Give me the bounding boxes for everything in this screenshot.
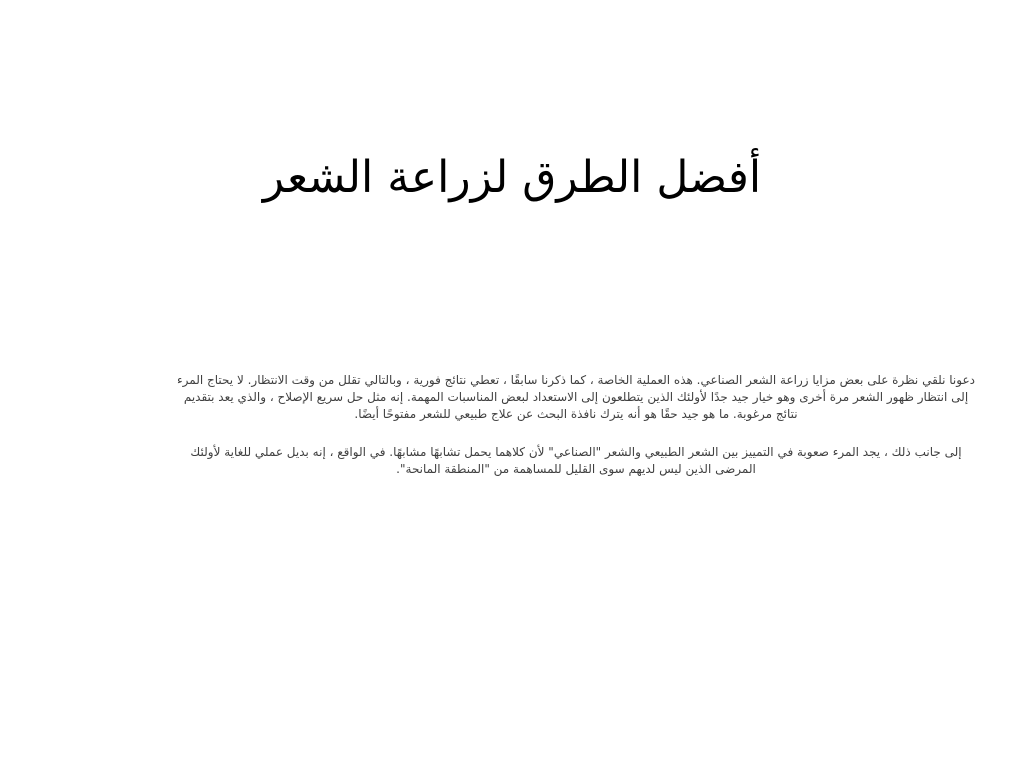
- body-paragraph-2: إلى جانب ذلك ، يجد المرء صعوبة في التمييز بين الشعر الطبيعي والشعر "الصناعي" لأن كلاهما يحمل تشابهًا مشابهًا. في الواقع ، إنه بديل عملي للغاية لأولئك المرضى الذين ليس لديهم سوى القليل للمساهمة من "المنطقة المانحة".: [190, 445, 962, 476]
- body-paragraph-1: دعونا نلقي نظرة على بعض مزايا زراعة الشعر الصناعي. هذه العملية الخاصة ، كما ذكرنا سابقًا ، تعطي نتائج فورية ، وبالتالي تقلل من وقت الانتظار. لا يحتاج المرء إلى انتظار ظهور الشعر مرة أخرى وهو خيار جيد جدًا لأولئك الذين يتطلعون إلى الاستعداد لبعض المناسبات المهمة. إنه مثل حل سريع الإصلاح ، والذي يعد بتقديم نتائج مرغوبة. ما هو جيد حقًا هو أنه يترك نافذة البحث عن علاج طبيعي للشعر مفتوحًا أيضًا.: [177, 373, 975, 421]
- slide-body: [172, 372, 980, 499]
- slide-title: أفضل الطرق لزراعة الشعر: [262, 152, 762, 203]
